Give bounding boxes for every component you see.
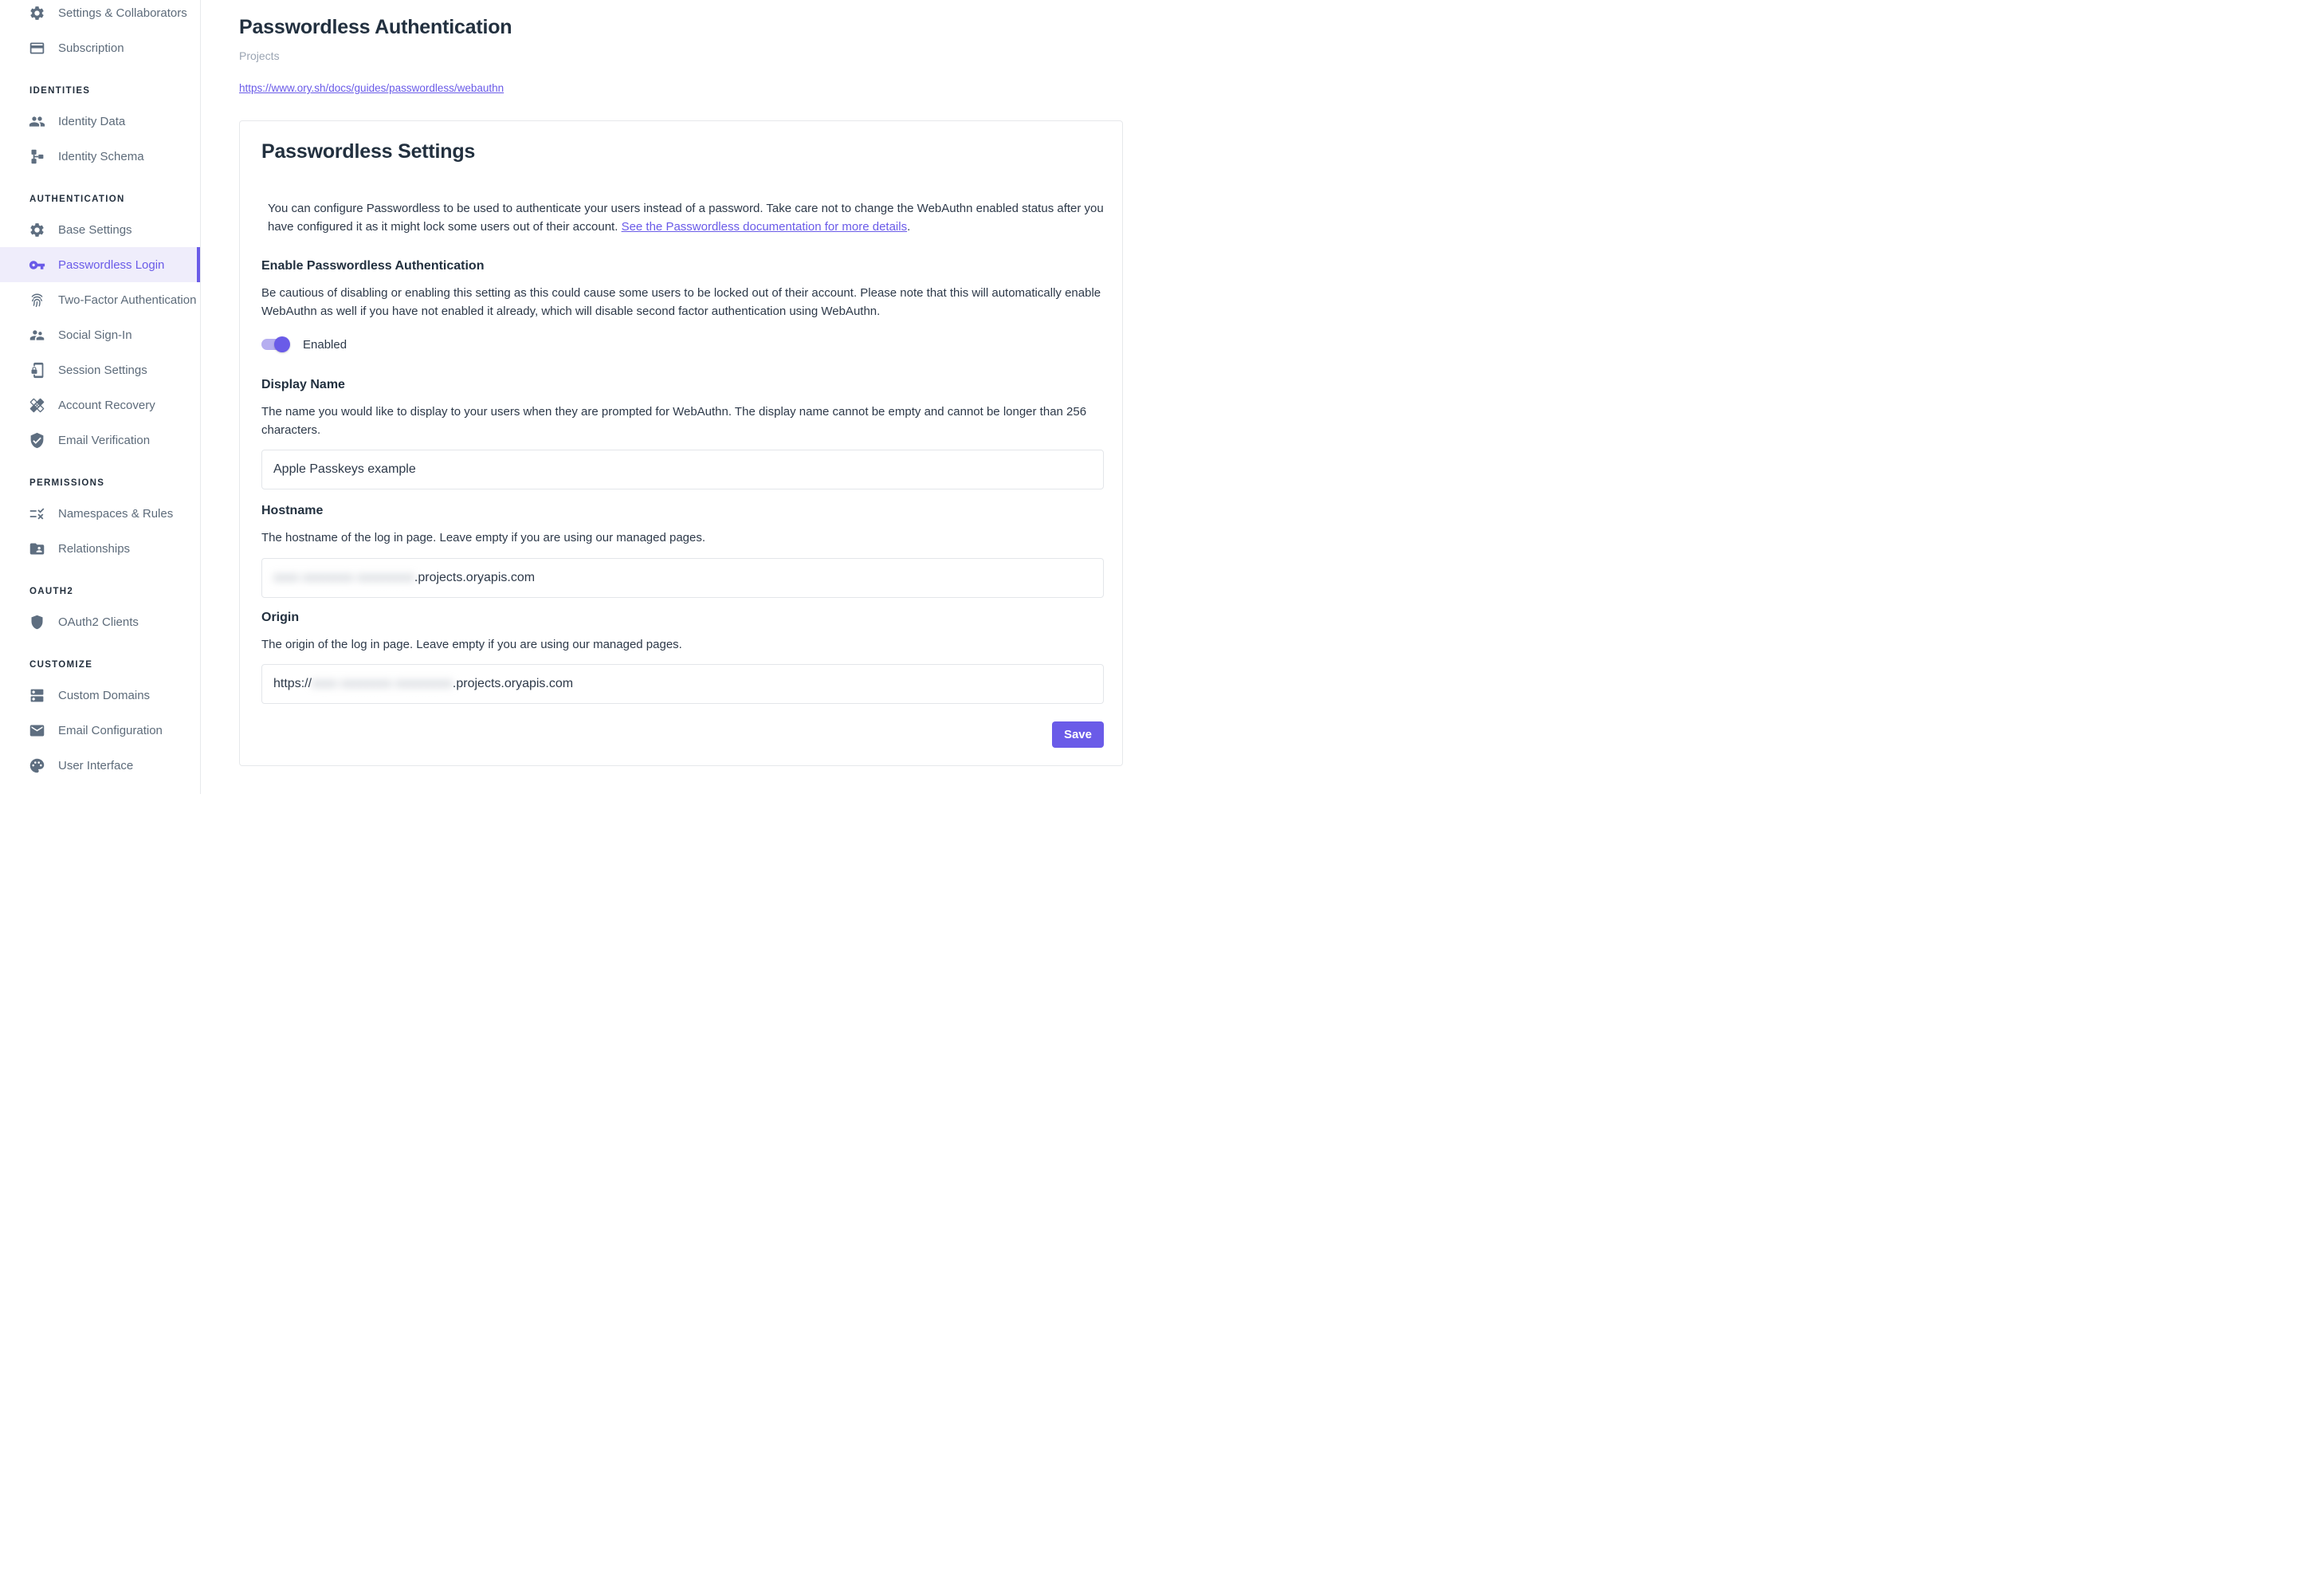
sidebar-item-label: Email Configuration [58, 723, 163, 737]
sidebar-item-label: OAuth2 Clients [58, 615, 139, 629]
sidebar-item-base-settings[interactable] [0, 212, 200, 247]
breadcrumb: Projects [239, 49, 280, 62]
sidebar-item-subscription[interactable] [0, 30, 200, 65]
schema-icon [29, 148, 45, 165]
healing-icon [29, 397, 45, 414]
sidebar-item-label: Social Sign-In [58, 328, 132, 342]
sidebar-item-social-sign-in[interactable] [0, 317, 200, 352]
sidebar [0, 0, 201, 794]
sidebar-item-label: Email Verification [58, 433, 151, 447]
display-name-input[interactable] [261, 450, 1104, 489]
sidebar-section-oauth2: OAUTH2 [29, 587, 74, 596]
sidebar-section-authentication: AUTHENTICATION [29, 195, 125, 204]
hostname-heading: Hostname [261, 504, 324, 517]
people-icon [29, 113, 45, 130]
toggle-thumb [274, 336, 290, 352]
people-icon [29, 327, 45, 344]
hostname-suffix: .projects.oryapis.com [414, 570, 536, 584]
sidebar-item-label: Base Settings [58, 222, 132, 237]
gear-icon [29, 5, 45, 22]
origin-suffix: .projects.oryapis.com [452, 677, 574, 690]
sidebar-item-relationships[interactable] [0, 531, 200, 566]
sidebar-item-two-factor[interactable] [0, 282, 200, 317]
origin-heading: Origin [261, 610, 300, 624]
sidebar-item-label: Two-Factor Authentication [58, 293, 197, 307]
sidebar-item-namespaces-rules[interactable] [0, 496, 200, 531]
origin-input[interactable] [261, 664, 1104, 704]
display-name-value: Apple Passkeys example [273, 462, 416, 476]
shield-icon [29, 614, 45, 631]
sidebar-item-label: User Interface [58, 758, 134, 772]
sidebar-nav [0, 0, 200, 783]
sidebar-item-label: Custom Domains [58, 688, 151, 702]
intro-text: You can configure Passwordless to be used to authenticate your users instead of a password. Take care not to change the WebAuthn enabled status after you have configured it as it might lock some users out of their account. [268, 202, 1104, 234]
sidebar-item-identity-schema[interactable] [0, 139, 200, 174]
sidebar-item-user-interface[interactable] [0, 748, 200, 783]
sidebar-item-settings-collaborators[interactable] [0, 0, 200, 30]
main-content [201, 0, 1162, 794]
fingerprint-icon [29, 292, 45, 309]
key-icon [29, 257, 45, 273]
rule-icon [29, 505, 45, 522]
passwordless-docs-link[interactable]: See the Passwordless documentation for more details [621, 219, 908, 234]
device-lock-icon [29, 362, 45, 379]
page [0, 0, 1162, 794]
sidebar-item-oauth2-clients[interactable] [0, 604, 200, 639]
mail-icon [29, 722, 45, 739]
sidebar-item-label: Passwordless Login [58, 257, 165, 272]
origin-redacted-value: xxxx xxxxxxxx xxxxxxxxx [312, 677, 453, 690]
card-title: Passwordless Settings [261, 140, 476, 163]
documentation-link[interactable]: https://www.ory.sh/docs/guides/passwordless/webauthn [239, 82, 504, 94]
sidebar-item-passwordless-login[interactable] [0, 247, 200, 282]
hostname-redacted-value: xxxx xxxxxxxx xxxxxxxxx [273, 570, 414, 584]
hostname-input[interactable] [261, 558, 1104, 598]
sidebar-item-account-recovery[interactable] [0, 387, 200, 423]
display-name-heading: Display Name [261, 378, 345, 391]
passwordless-toggle[interactable] [261, 334, 291, 355]
gear-icon [29, 222, 45, 238]
sidebar-item-session-settings[interactable] [0, 352, 200, 387]
sidebar-item-identity-data[interactable] [0, 104, 200, 139]
page-title: Passwordless Authentication [239, 16, 512, 38]
sidebar-section-identities: IDENTITIES [29, 86, 91, 96]
intro-text-period: . [907, 219, 911, 234]
server-icon [29, 687, 45, 704]
sidebar-item-label: Identity Schema [58, 149, 144, 163]
sidebar-item-label: Session Settings [58, 363, 147, 377]
sidebar-item-label: Account Recovery [58, 398, 155, 412]
sidebar-item-email-verification[interactable] [0, 423, 200, 458]
folder-user-icon [29, 540, 45, 557]
enable-toggle-row [261, 334, 1104, 355]
sidebar-item-custom-domains[interactable] [0, 678, 200, 713]
origin-description: The origin of the log in page. Leave empty if you are using our managed pages. [261, 637, 682, 651]
sidebar-item-email-configuration[interactable] [0, 713, 200, 748]
sidebar-section-customize: CUSTOMIZE [29, 660, 93, 670]
enable-passwordless-heading: Enable Passwordless Authentication [261, 259, 485, 273]
save-row [261, 721, 1104, 748]
shield-check-icon [29, 432, 45, 449]
save-button[interactable]: Save [1052, 721, 1104, 748]
credit-card-icon [29, 40, 45, 57]
sidebar-section-permissions: PERMISSIONS [29, 478, 105, 488]
sidebar-item-label: Relationships [58, 541, 131, 556]
sidebar-item-label: Subscription [58, 41, 124, 55]
origin-prefix: https:// [273, 677, 312, 690]
sidebar-item-label: Identity Data [58, 114, 126, 128]
sidebar-item-label: Settings & Collaborators [58, 6, 187, 20]
hostname-description: The hostname of the log in page. Leave empty if you are using our managed pages. [261, 531, 706, 544]
display-name-description: The name you would like to display to your users when they are prompted for WebAuthn. The display name cannot be empty and cannot be longer than 256 characters. [261, 405, 1087, 437]
sidebar-item-label: Namespaces & Rules [58, 506, 174, 521]
palette-icon [29, 757, 45, 774]
toggle-state-label: Enabled [303, 337, 347, 352]
card-intro-text [268, 200, 1104, 236]
enable-passwordless-description: Be cautious of disabling or enabling this setting as this could cause some users to be locked out of their account. Please note that this will automatically enable WebAuthn as well if you have not enabled it already, which will disable second factor authentication using WebAuthn. [261, 286, 1101, 318]
passwordless-settings-card [239, 120, 1123, 766]
